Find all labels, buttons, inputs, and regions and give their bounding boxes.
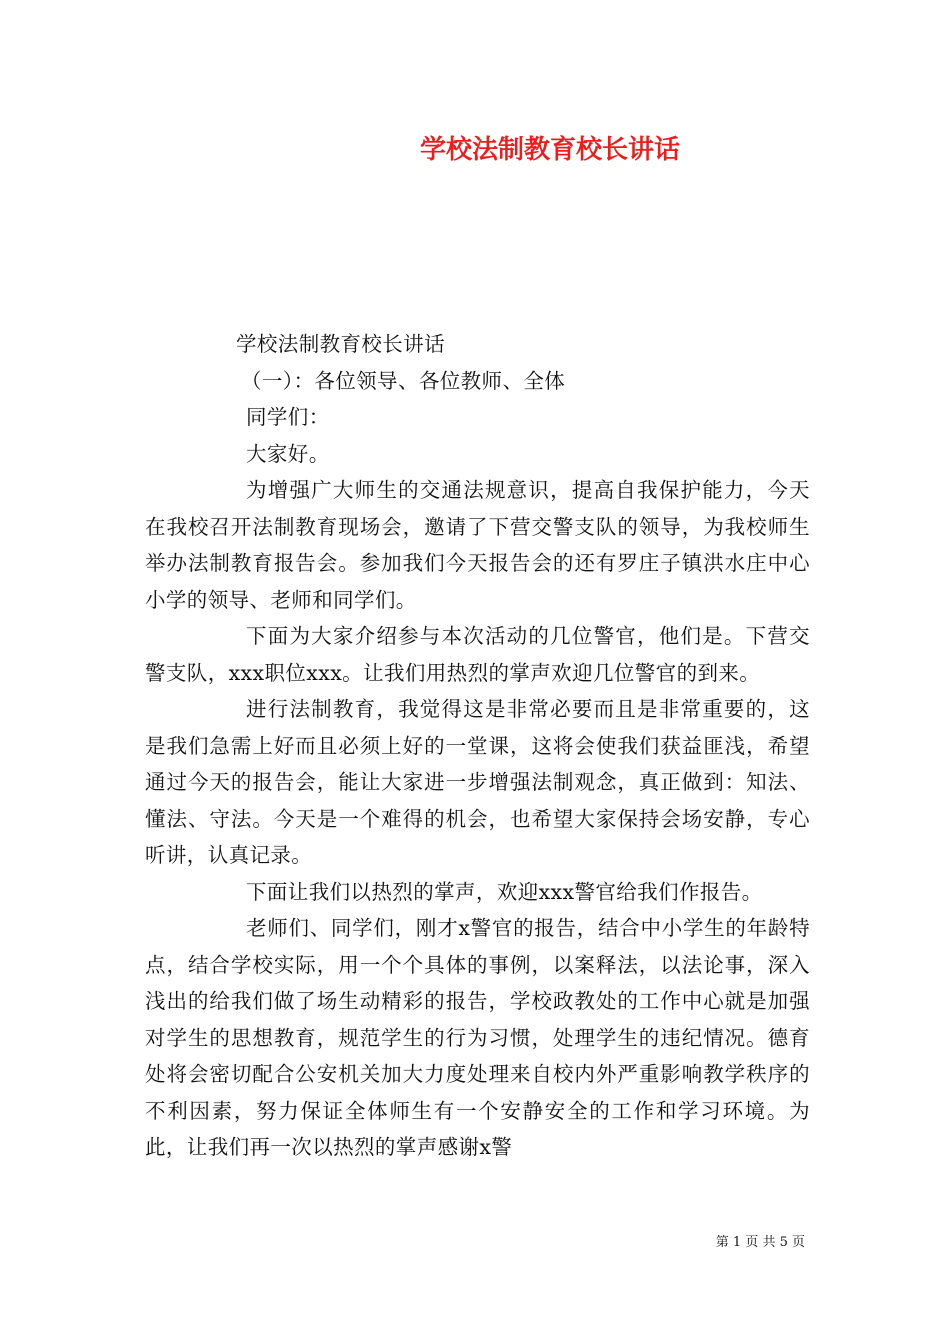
paragraph-salutation-cont: 同学们：: [246, 405, 330, 429]
paragraph-salutation: （一）：各位领导、各位教师、全体: [241, 368, 566, 393]
paragraph-body: 下面为大家介绍参与本次活动的几位警官，他们是。下营交警支队，xxx职位xxx。让我们用热烈的掌声欢迎几位警官的到来。: [145, 624, 810, 685]
document-title: 学校法制教育校长讲话: [419, 135, 680, 165]
paragraph-body: 下面让我们以热烈的掌声，欢迎xxx警官给我们作报告。: [246, 879, 763, 904]
paragraph-body: 为增强广大师生的交通法规意识，提高自我保护能力，今天在我校召开法制教育现场会，邀请了下营交警支队的领导，为我校师生举办法制教育报告会。参加我们今天报告会的还有罗庄子镇洪水庄中心小学的领导、老师和同学们。: [145, 478, 810, 612]
paragraph-body: 老师们、同学们，刚才x警官的报告，结合中小学生的年龄特点，结合学校实际，用一个个具体的事例，以案释法，以法论事，深入浅出的给我们做了场生动精彩的报告，学校政教处的工作中心就是加强对学生的思想教育，规范学生的行为习惯，处理学生的违纪情况。德育处将会密切配合公安机关加大力度处理来自校内外严重影响教学秩序的不利因素，努力保证全体师生有一个安静安全的工作和学习环境。为此，让我们再一次以热烈的掌声感谢x警: [145, 916, 810, 1159]
paragraph-heading: 学校法制教育校长讲话: [236, 332, 445, 356]
page-number: 第 1 页 共 5 页: [715, 1235, 805, 1250]
paragraph-greeting: 大家好。: [246, 441, 330, 466]
paragraph-body: 进行法制教育，我觉得这是非常必要而且是非常重要的，这是我们急需上好而且必须上好的一堂课，这将会使我们获益匪浅，希望通过今天的报告会，能让大家进一步增强法制观念，真正做到：知法、懂法、守法。今天是一个难得的机会，也希望大家保持会场安静，专心听讲，认真记录。: [145, 697, 810, 867]
document-body: [145, 326, 810, 1166]
